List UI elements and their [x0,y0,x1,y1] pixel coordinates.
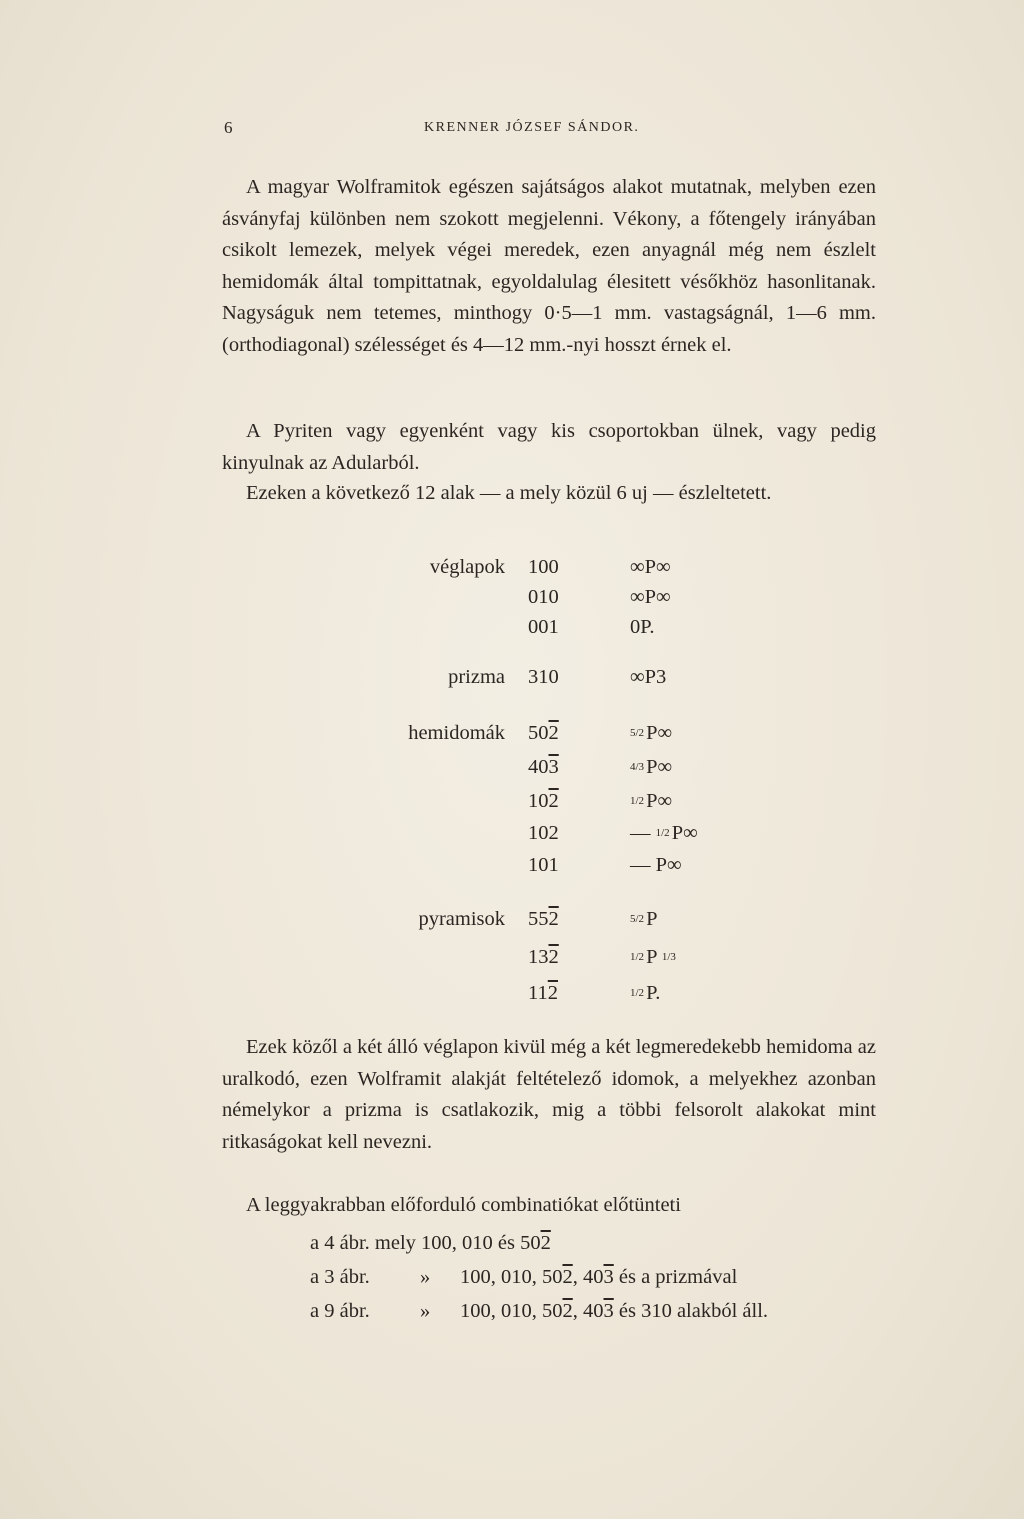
form-symbol: 1/2P 1/3 [630,946,676,968]
combination-desc: 100, 010, 502, 403 és 310 alakból áll. [460,1300,769,1322]
running-header [224,118,884,142]
running-title: KRENNER JÓZSEF SÁNDOR. [424,120,640,135]
form-symbol: 1/2P∞ [630,790,673,812]
form-index: 502 [528,722,559,744]
form-index: 102 [528,790,559,812]
form-symbol: 1/2P. [630,982,661,1004]
form-symbol: ∞P∞ [630,586,671,608]
combination-line: a 4 ábr. mely 100, 010 és 502 [310,1232,551,1254]
paragraph-5: A leggyakrabban előforduló combinatiókat előtünteti [246,1194,681,1216]
group-label: hemidomák [408,722,505,744]
paragraph-3: Ezeken a következő 12 alak — a mely közül 6 uj — észleltetett. [246,482,772,504]
form-index: 552 [528,908,559,930]
ditto-mark: » [420,1300,431,1322]
form-index: 403 [528,756,559,778]
form-index: 101 [528,854,559,876]
paragraph-2: A Pyriten vagy egyenként vagy kis csoportokban ülnek, vagy pedig kinyulnak az Adularból. [222,420,876,474]
form-symbol: 0P. [630,616,655,638]
page-number: 6 [224,118,234,137]
form-index: 010 [528,586,559,608]
group-label: prizma [448,666,505,688]
figure-ref: a 3 ábr. [310,1266,370,1288]
form-index: 132 [528,946,559,968]
form-index: 102 [528,822,559,844]
form-symbol: 4/3P∞ [630,756,673,778]
form-symbol: ∞P∞ [630,556,671,578]
combination-desc: 100, 010, 502, 403 és a prizmával [460,1266,738,1288]
group-label: pyramisok [418,908,505,930]
form-symbol: ∞P3 [630,666,667,688]
form-index: 100 [528,556,559,578]
paragraph-4: Ezek közől a két álló véglapon kivül még a két legmeredekebb hemidoma az uralkodó, ezen Wolframit alakját feltételező idomok, a melyekhez azonban némelykor a prizma is csatlakozik, mig a többi felsorolt alakokat mint ritkaságokat kell nevezni. [222,1036,876,1153]
figure-ref: a 9 ábr. [310,1300,370,1322]
paragraph-1: A magyar Wolframitok egészen sajátságos alakot mutatnak, melyben ezen ásványfaj különben nem szokott megjelenni. Vékony, a főtengely irányában csikolt lemezek, melyek végei meredek, ezen anyagnál még nem észlelt hemidomák által tompittatnak, egyoldalulag élesitett vésőkhöz hasonlitanak. Nagyságuk nem tetemes, minthogy 0·5—1 mm. vastagságnál, 1—6 mm. (orthodiagonal) szélességet és 4—12 mm.-nyi hosszt érnek el. [222,176,876,356]
form-symbol: 5/2P∞ [630,722,673,744]
form-symbol: — P∞ [630,854,682,876]
group-label: véglapok [429,556,505,578]
form-symbol: — 1/2P∞ [630,822,698,844]
form-index: 112 [528,982,558,1004]
form-symbol: 5/2P [630,908,658,930]
ditto-mark: » [420,1266,431,1288]
form-index: 310 [528,666,559,688]
form-index: 001 [528,616,559,638]
